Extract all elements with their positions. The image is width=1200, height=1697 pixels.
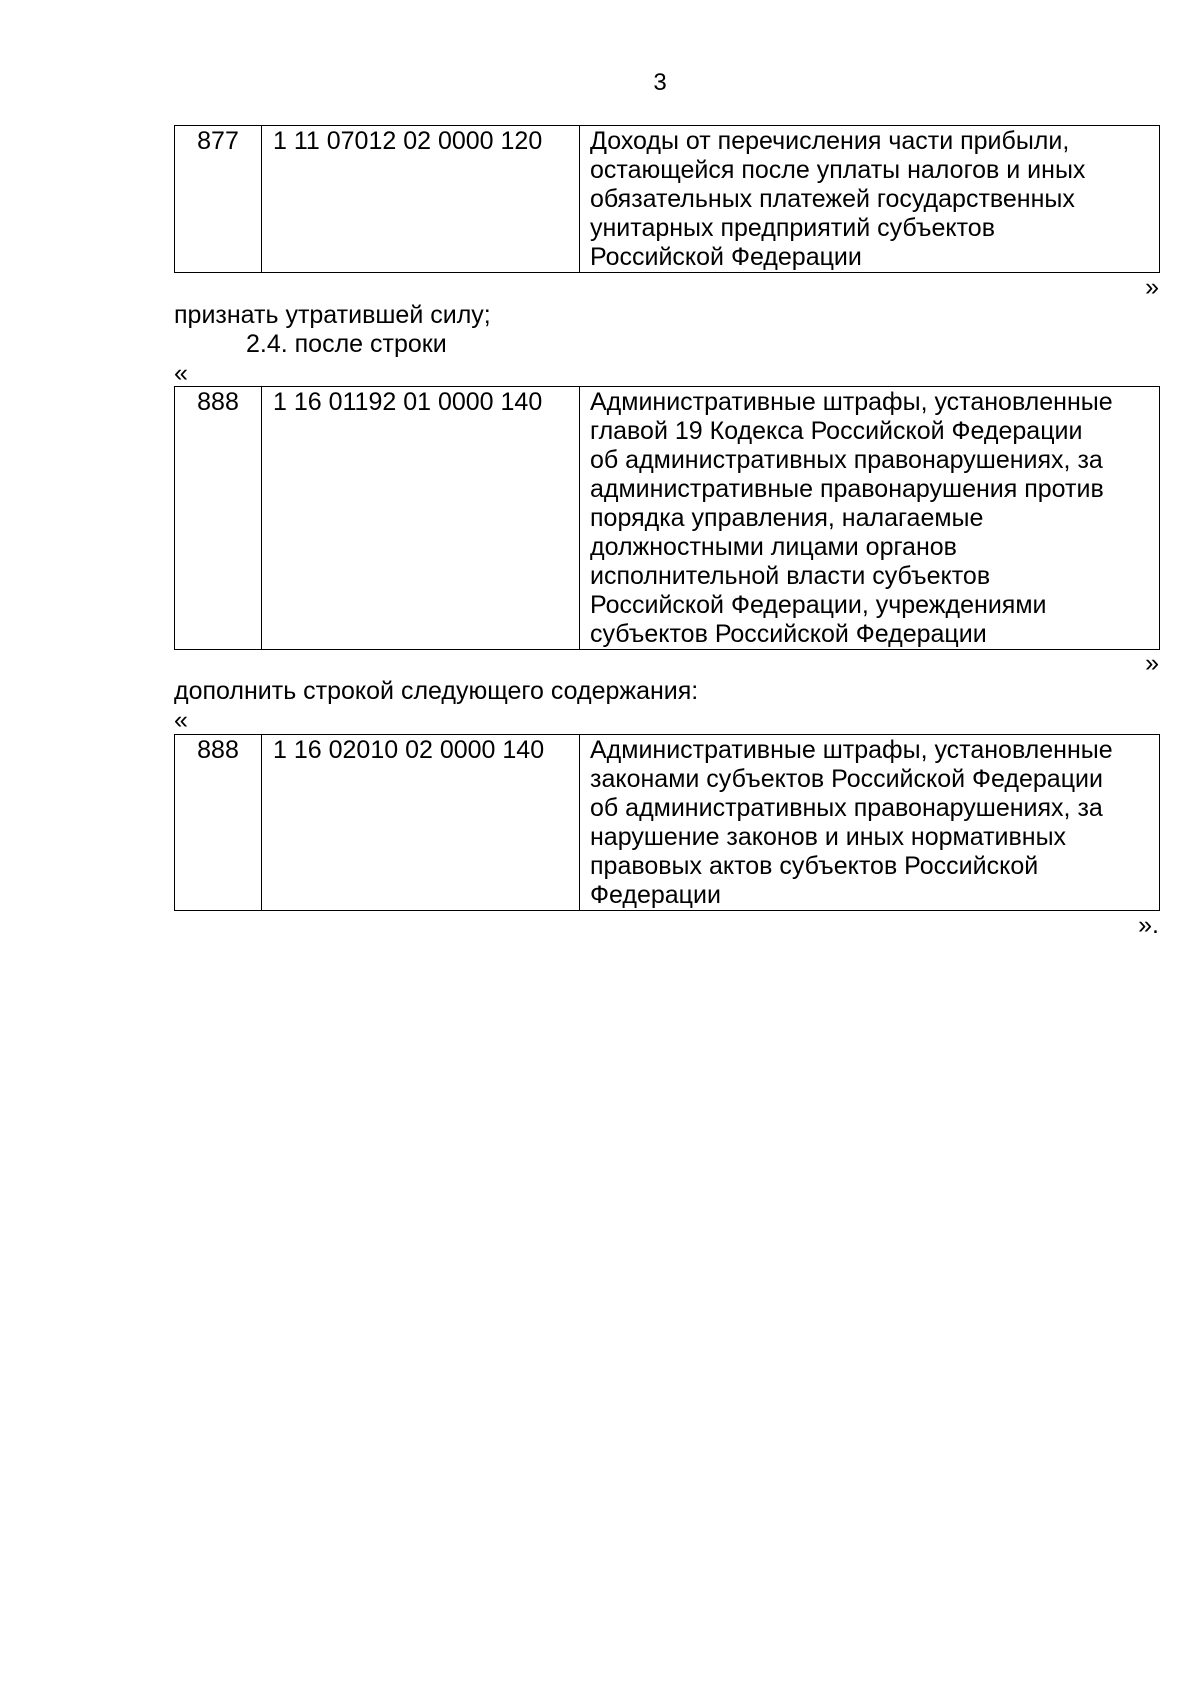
description-line: Российской Федерации, учреждениями [590, 591, 1047, 619]
description-line: Российской Федерации [590, 243, 862, 271]
table-row [175, 387, 1160, 650]
description-line: Доходы от перечисления части прибыли, [590, 127, 1070, 155]
description-line: субъектов Российской Федерации [590, 620, 987, 648]
admin-code-cell: 877 [175, 126, 262, 273]
table-row [175, 126, 1160, 273]
description-line: Административные штрафы, установленные [590, 388, 1113, 416]
kbk-code-cell: 1 11 07012 02 0000 120 [262, 126, 580, 273]
description-line: законами субъектов Российской Федерации [590, 765, 1103, 793]
description-line: исполнительной власти субъектов [590, 562, 991, 590]
description-line: остающейся после уплаты налогов и иных [590, 156, 1086, 184]
description-line: порядка управления, налагаемые [590, 504, 984, 532]
description-line: об административных правонарушениях, за [590, 794, 1103, 822]
closing-quote: » [1145, 649, 1159, 677]
closing-quote: » [1145, 273, 1159, 301]
kbk-code-cell: 1 16 02010 02 0000 140 [262, 735, 580, 911]
description-cell [580, 387, 1160, 650]
description-line: нарушение законов и иных нормативных [590, 823, 1067, 851]
opening-quote: « [174, 359, 188, 387]
admin-code-cell: 888 [175, 735, 262, 911]
page-number: 3 [653, 69, 667, 96]
description-line: об административных правонарушениях, за [590, 446, 1103, 474]
kbk-code-cell: 1 16 01192 01 0000 140 [262, 387, 580, 650]
description-line: должностными лицами органов [590, 533, 957, 561]
paragraph-add-row: дополнить строкой следующего содержания: [174, 677, 699, 705]
description-line: обязательных платежей государственных [590, 185, 1075, 213]
opening-quote: « [174, 706, 188, 734]
description-line: административные правонарушения против [590, 475, 1104, 503]
closing-quote-final: ». [1138, 911, 1159, 939]
description-line: Федерации [590, 881, 721, 909]
paragraph-recognize-invalid: признать утратившей силу; [174, 301, 491, 329]
admin-code-cell: 888 [175, 387, 262, 650]
budget-table-2 [174, 386, 1160, 650]
paragraph-item-2-4: 2.4. после строки [246, 330, 447, 358]
description-line: Административные штрафы, установленные [590, 736, 1113, 764]
description-line: унитарных предприятий субъектов [590, 214, 995, 242]
budget-table-3 [174, 734, 1160, 911]
description-cell [580, 126, 1160, 273]
description-line: главой 19 Кодекса Российской Федерации [590, 417, 1083, 445]
table-row [175, 735, 1160, 911]
description-cell [580, 735, 1160, 911]
budget-table-1 [174, 125, 1160, 273]
description-line: правовых актов субъектов Российской [590, 852, 1039, 880]
